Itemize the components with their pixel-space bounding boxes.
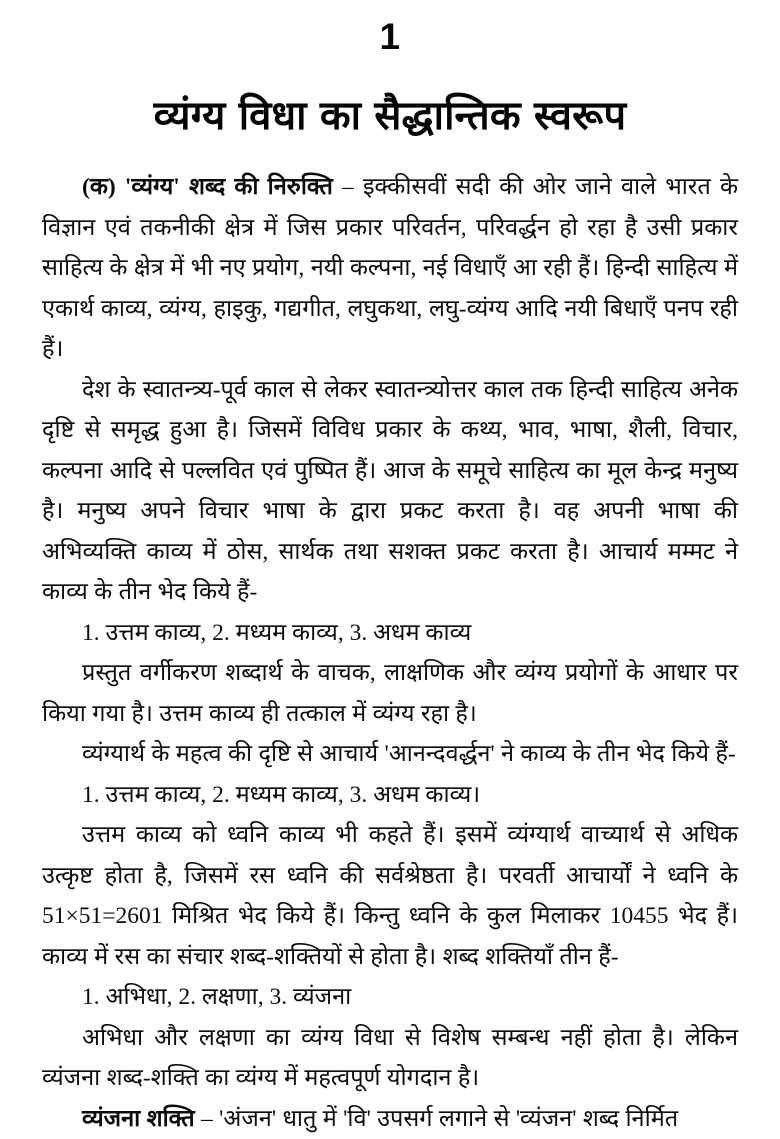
- list-kavya-bhed-anandvardhan: [42, 775, 738, 816]
- run-in-heading-nirukti: (क) 'व्यंग्य' शब्द की निरुक्ति: [82, 174, 333, 201]
- list-kavya-bhed-mammat-text: 1. उत्तम काव्य, 2. मध्यम काव्य, 3. अधम काव्य: [82, 619, 472, 646]
- run-in-dash-1: –: [332, 174, 363, 201]
- paragraph-6-text: अभिधा और लक्षणा का व्यंग्य विधा से विशेष सम्बन्ध नहीं होता है। लेकिन व्यंजना शब्द-शक्ति का व्यंग्य में महत्वपूर्ण योगदान है।: [42, 1024, 738, 1092]
- paragraph-2-text: देश के स्वातन्त्र्य-पूर्व काल से लेकर स्वातन्त्र्योत्तर काल तक हिन्दी साहित्य अनेक दृष्टि से समृद्ध हुआ है। जिसमें विविध प्रकार के कथ्य, भाव, भाषा, शैली, विचार, कल्पना आदि से पल्लवित एवं पुष्पित हैं। आज के समूचे साहित्य का मूल केन्द्र मनुष्य है। मनुष्य अपने विचार भाषा के द्वारा प्रकट करता है। वह अपनी भाषा की अभिव्यक्ति काव्य में ठोस, सार्थक तथा सशक्त प्रकट करता है। आचार्य मम्मट ने काव्य के तीन भेद किये हैं-: [42, 376, 738, 606]
- paragraph-4-text: व्यंग्यार्थ के महत्व की दृष्टि से आचार्य 'आनन्दवर्द्धन' ने काव्य के तीन भेद किये हैं-: [82, 741, 736, 768]
- paragraph-1: [42, 167, 738, 370]
- list-kavya-bhed-anandvardhan-text: 1. उत्तम काव्य, 2. मध्यम काव्य, 3. अधम काव्य।: [82, 781, 481, 808]
- paragraph-4: [42, 734, 738, 775]
- paragraph-1-text: इक्कीसवीं सदी की ओर जाने वाले भारत के विज्ञान एवं तकनीकी क्षेत्र में जिस प्रकार परिवर्तन, परिवर्द्धन हो रहा है उसी प्रकार साहित्य के क्षेत्र में भी नए प्रयोग, नयी कल्पना, नई विधाएँ आ रही हैं। हिन्दी साहित्य में एकार्थ काव्य, व्यंग्य, हाइकु, गद्यगीत, लघुकथा, लघु-व्यंग्य आदि नयी बिधाएँ पनप रही हैं।: [42, 174, 738, 363]
- paragraph-2: [42, 370, 738, 613]
- paragraph-5-text: उत्तम काव्य को ध्वनि काव्य भी कहते हैं। इसमें व्यंग्यार्थ वाच्यार्थ से अधिक उत्कृष्ट होता है, जिसमें रस ध्वनि की सर्वश्रेष्ठता है। परवर्ती आचार्यों ने ध्वनि के 51×51=2601 मिश्रित भेद किये हैं। किन्तु ध्वनि के कुल मिलाकर 10455 भेद हैं। काव्य में रस का संचार शब्द-शक्तियों से होता है। शब्द शक्तियाँ तीन हैं-: [42, 822, 738, 970]
- document-page: [0, 16, 780, 1132]
- chapter-title: व्यंग्य विधा का सैद्धान्तिक स्वरूप: [153, 93, 627, 138]
- list-shabda-shakti-text: 1. अभिधा, 2. लक्षणा, 3. व्यंजना: [82, 984, 352, 1011]
- paragraph-6: [42, 1018, 738, 1099]
- chapter-number: 1: [379, 16, 401, 57]
- list-kavya-bhed-mammat: [42, 613, 738, 654]
- paragraph-7: [42, 1099, 738, 1139]
- paragraph-3-text: प्रस्तुत वर्गीकरण शब्दार्थ के वाचक, लाक्षणिक और व्यंग्य प्रयोगों के आधार पर किया गया है। उत्तम काव्य ही तत्काल में व्यंग्य रहा है।: [42, 660, 738, 727]
- body-text-block: [42, 167, 738, 1139]
- paragraph-5: [42, 815, 738, 977]
- run-in-dash-2: –: [194, 1105, 220, 1132]
- run-in-heading-vyanjana-shakti: व्यंजना शक्ति: [82, 1105, 195, 1132]
- list-shabda-shakti: [42, 977, 738, 1018]
- paragraph-7-text: 'अंजन' धातु में 'वि' उपसर्ग लगाने से 'व्यंजन' शब्द निर्मित: [219, 1105, 679, 1132]
- paragraph-3: [42, 653, 738, 734]
